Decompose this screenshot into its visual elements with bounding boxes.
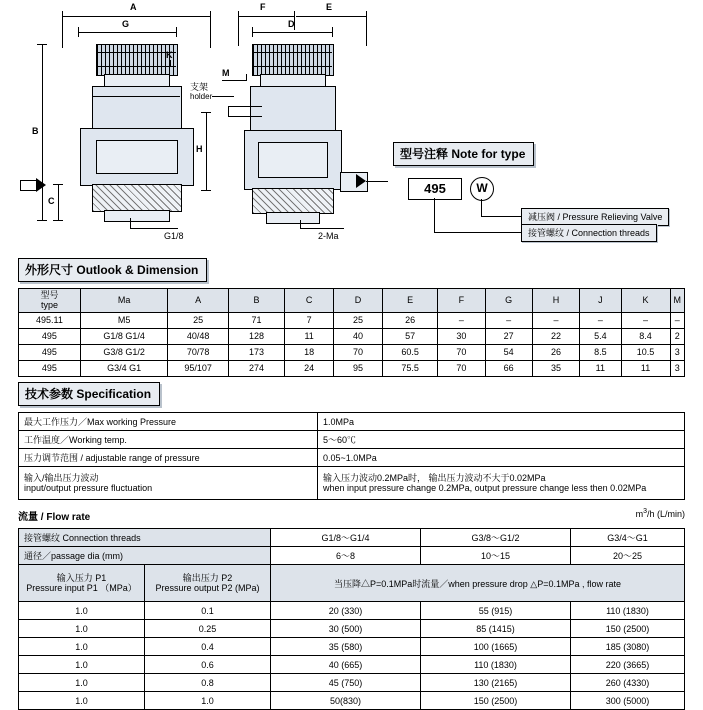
spec-value-pressure-fluctuation: [318, 467, 685, 500]
cell-flow-3: 300 (5000): [571, 692, 685, 710]
dim-line-a: [62, 16, 210, 17]
col-header-ma: Ma: [80, 289, 168, 313]
leader-k-tick: [170, 60, 171, 67]
leader-g18: [130, 228, 178, 229]
table-row: [19, 674, 685, 692]
note-leader-2-v: [434, 198, 435, 232]
specification-table: [18, 412, 685, 500]
ext-line-f-left: [238, 16, 239, 46]
table-row: [19, 547, 685, 565]
outlook-section-title: [18, 258, 207, 282]
flow-threads-col2: G3/8～G1/2: [421, 529, 571, 547]
bottom-boss-right: [266, 212, 320, 224]
adjust-knob-right: [252, 44, 334, 76]
cell: 128: [228, 328, 284, 344]
cell-flow-2: 110 (1830): [421, 656, 571, 674]
cell: 57: [382, 328, 437, 344]
drop-header-en: when pressure drop △P=0.1MPa , flow rate: [448, 578, 622, 589]
ext-line-e-right: [366, 16, 367, 46]
callout-k: K: [166, 50, 173, 60]
cell: 26: [382, 312, 437, 328]
cell-flow-2: 130 (2165): [421, 674, 571, 692]
col-header-m: M: [670, 289, 685, 313]
flow-unit-exponent: 3: [643, 508, 647, 515]
cell-flow-3: 220 (3665): [571, 656, 685, 674]
cell: 495: [19, 344, 81, 360]
flow-threads-col3: G3/4～G1: [571, 529, 685, 547]
dim-tick-h-top: [201, 112, 211, 113]
cell: 70: [438, 360, 485, 376]
dim-tick-c-bottom: [53, 220, 63, 221]
cell-flow-2: 150 (2500): [421, 692, 571, 710]
cell-p2: 0.25: [145, 620, 271, 638]
cell: 11: [580, 360, 621, 376]
valve-body-inner: [96, 140, 178, 174]
specification-section-title: [18, 382, 160, 406]
type-suffix-circle: W: [470, 177, 494, 201]
cell: 26: [532, 344, 579, 360]
input-header-cn: 输入压力 P1: [56, 572, 107, 583]
cell: G3/8 G1/2: [80, 344, 168, 360]
cell-p1: 1.0: [19, 692, 145, 710]
col-header-type: [19, 289, 81, 313]
cell: 95/107: [168, 360, 228, 376]
cell: 8.5: [580, 344, 621, 360]
cell: 495: [19, 360, 81, 376]
cell: 24: [285, 360, 334, 376]
table-row: [19, 692, 685, 710]
flow-rate-table: [18, 528, 685, 710]
cell: 25: [334, 312, 383, 328]
adjust-knob: [96, 44, 178, 76]
dim-label-c: C: [48, 196, 55, 206]
cell: 66: [485, 360, 532, 376]
cell-flow-1: 35 (580): [271, 638, 421, 656]
spec-label-adjustable-range: 压力调节范围 / adjustable range of pressure: [19, 449, 318, 467]
note-title-cn: 型号注释: [400, 147, 449, 161]
note-leader-1-v: [481, 199, 482, 216]
threads-label-en: Connection threads: [62, 533, 141, 543]
col-header-c: C: [285, 289, 334, 313]
bonnet-left-view: [92, 86, 182, 130]
cell: 7: [285, 312, 334, 328]
cell: 75.5: [382, 360, 437, 376]
cell-p2: 0.6: [145, 656, 271, 674]
leader-m-tick: [246, 74, 247, 81]
table-row: [19, 656, 685, 674]
ext-line-f-right: [294, 16, 295, 30]
table-row: [19, 360, 685, 376]
leader-m: [222, 80, 246, 81]
cell-p1: 1.0: [19, 602, 145, 620]
cell-flow-1: 20 (330): [271, 602, 421, 620]
table-row: [19, 529, 685, 547]
cell: G3/4 G1: [80, 360, 168, 376]
cell: 70: [334, 344, 383, 360]
col-header-k: K: [621, 289, 670, 313]
cell-p1: 1.0: [19, 620, 145, 638]
valve-body-right-inner: [258, 142, 328, 178]
note-leader-2-h: [434, 232, 521, 233]
cell: –: [621, 312, 670, 328]
cell: 70: [438, 344, 485, 360]
output-header-cn: 输出压力 P2: [182, 572, 233, 583]
table-row: [19, 413, 685, 431]
cell: 60.5: [382, 344, 437, 360]
cell: 11: [285, 328, 334, 344]
cell-p2: 0.8: [145, 674, 271, 692]
flow-header-pressure-drop: [271, 565, 685, 602]
cell: 3: [670, 344, 685, 360]
outlook-title-en: Outlook & Dimension: [76, 263, 199, 277]
dim-tick-g-right: [176, 27, 177, 37]
table-row: [19, 449, 685, 467]
cell-flow-2: 85 (1415): [421, 620, 571, 638]
cell-flow-1: 40 (665): [271, 656, 421, 674]
col-header-g: G: [485, 289, 532, 313]
bonnet-right-view: [250, 86, 336, 132]
cell: 18: [285, 344, 334, 360]
col-header-type-cn: 型号: [40, 290, 59, 300]
cell: 27: [485, 328, 532, 344]
dim-line-d: [252, 32, 332, 33]
cell-flow-2: 100 (1665): [421, 638, 571, 656]
dim-tick-d-left: [252, 27, 253, 37]
dim-tick-h-bottom: [201, 190, 211, 191]
spec-label-max-working-pressure: 最大工作压力／Max working Pressure: [19, 413, 318, 431]
dim-tick-c-top: [53, 184, 63, 185]
ext-line-a-right: [210, 16, 211, 48]
output-header-en: Pressure output P2 (MPa): [155, 583, 260, 593]
cell: –: [485, 312, 532, 328]
flow-passage-col3: 20～25: [571, 547, 685, 565]
dim-line-f: [238, 16, 294, 17]
cell: 95: [334, 360, 383, 376]
knob-right-line-1: [252, 52, 332, 53]
cell: 30: [438, 328, 485, 344]
flow-arrow-back: [20, 180, 21, 191]
cell: 495: [19, 328, 81, 344]
table-row: [19, 431, 685, 449]
ext-line-a-left: [62, 16, 63, 48]
leader-g18-tick: [130, 218, 131, 229]
lower-chamber: [92, 184, 182, 212]
flow-unit-rest: /h (L/min): [646, 509, 685, 519]
col-header-d: D: [334, 289, 383, 313]
spec-title-en: Specification: [76, 387, 152, 401]
dim-label-d: D: [288, 19, 295, 29]
cell: 35: [532, 360, 579, 376]
flow-passage-col2: 10～15: [421, 547, 571, 565]
cell: –: [580, 312, 621, 328]
cell-p1: 1.0: [19, 674, 145, 692]
cell: 173: [228, 344, 284, 360]
table-row: [19, 602, 685, 620]
flow-title-en: Flow rate: [46, 512, 91, 523]
spec-label-fluctuation-en: input/output pressure fluctuation: [24, 483, 153, 493]
bonnet-line-1: [92, 96, 180, 97]
table-row: [19, 638, 685, 656]
note-leader-1-h: [481, 216, 521, 217]
cell-flow-3: 150 (2500): [571, 620, 685, 638]
table-row: [19, 565, 685, 602]
spec-label-fluctuation-cn: 输入/输出压力波动: [24, 472, 99, 483]
spec-value-max-working-pressure: 1.0MPa: [318, 413, 685, 431]
col-header-e: E: [382, 289, 437, 313]
note-item-pressure-relieving-valve: 减压阀 / Pressure Relieving Valve: [521, 208, 669, 226]
col-header-j: J: [580, 289, 621, 313]
side-port-axis: [366, 181, 388, 182]
cell-p1: 1.0: [19, 656, 145, 674]
note-title-en: Note for type: [451, 147, 526, 161]
cell: M5: [80, 312, 168, 328]
cell: 25: [168, 312, 228, 328]
leader-holder: [212, 96, 234, 97]
bottom-port-boss: [104, 210, 170, 222]
dim-label-f: F: [260, 2, 266, 12]
dim-label-a: A: [130, 2, 137, 12]
cell-p1: 1.0: [19, 638, 145, 656]
cell-flow-1: 50(830): [271, 692, 421, 710]
flow-rate-unit: [636, 508, 685, 519]
col-header-h: H: [532, 289, 579, 313]
dimension-table: [18, 288, 685, 377]
spec-title-cn: 技术参数: [25, 387, 74, 401]
flow-threads-col1: G1/8～G1/4: [271, 529, 421, 547]
spec-value-fluctuation-en: when input pressure change 0.2MPa, output pressure change less then 0.02MPa: [323, 483, 647, 493]
knob-line-1: [96, 52, 176, 53]
cell-flow-2: 55 (915): [421, 602, 571, 620]
dim-tick-d-right: [332, 27, 333, 37]
cell: 8.4: [621, 328, 670, 344]
side-port-arrow: [356, 174, 366, 188]
callout-g18: G1/8: [164, 231, 184, 241]
cell-flow-1: 30 (500): [271, 620, 421, 638]
holder-plate-left: [228, 106, 229, 117]
flow-row-label-threads: [19, 529, 271, 547]
cell-p2: 1.0: [145, 692, 271, 710]
flow-arrow-stem-bottom: [20, 190, 36, 191]
technical-drawing: [0, 0, 703, 255]
dim-tick-b-top: [37, 44, 47, 45]
type-code-box: 495: [408, 178, 462, 200]
flow-header-input-pressure: [19, 565, 145, 602]
cell: 11: [621, 360, 670, 376]
dim-tick-g-left: [78, 27, 79, 37]
cell: 274: [228, 360, 284, 376]
cell: –: [438, 312, 485, 328]
table-row: [19, 328, 685, 344]
flow-arrow-stem-top: [20, 180, 36, 181]
cell-flow-3: 260 (4330): [571, 674, 685, 692]
cell: 3: [670, 360, 685, 376]
spec-value-working-temp: 5～60℃: [318, 431, 685, 449]
cell: –: [532, 312, 579, 328]
lower-chamber-right: [252, 188, 334, 214]
flow-passage-col1: 6～8: [271, 547, 421, 565]
cell: 70/78: [168, 344, 228, 360]
spec-value-fluctuation-cn: 输入压力波动0.2MPa时， 输出压力波动不大于0.02MPa: [323, 472, 546, 483]
leader-2ma-tick: [300, 220, 301, 229]
input-header-en: Pressure input P1 （MPa）: [26, 583, 137, 593]
outlook-title-cn: 外形尺寸: [25, 263, 74, 277]
dim-label-e: E: [326, 2, 333, 12]
dim-label-b: B: [32, 126, 39, 136]
flow-unit-prefix: m: [635, 509, 644, 519]
cell: 2: [670, 328, 685, 344]
spec-label-pressure-fluctuation: [19, 467, 318, 500]
cell-p2: 0.4: [145, 638, 271, 656]
callout-holder-en: holder: [190, 92, 213, 101]
table-row: [19, 467, 685, 500]
cell: 54: [485, 344, 532, 360]
callout-holder-cn: 支架: [190, 82, 209, 92]
col-header-f: F: [438, 289, 485, 313]
flow-title-sep: /: [40, 512, 44, 523]
table-row: [19, 344, 685, 360]
dim-line-e: [296, 16, 366, 17]
leader-k: [118, 66, 170, 67]
note-item-connection-threads: 接管螺纹 / Connection threads: [521, 224, 657, 242]
callout-m: M: [222, 68, 230, 78]
flow-header-output-pressure: [145, 565, 271, 602]
col-header-b: B: [228, 289, 284, 313]
col-header-type-en: type: [40, 300, 58, 311]
cell-p2: 0.1: [145, 602, 271, 620]
callout-2ma: 2-Ma: [318, 231, 339, 241]
table-row: [19, 620, 685, 638]
cell: 71: [228, 312, 284, 328]
cell-flow-1: 45 (750): [271, 674, 421, 692]
cell: 5.4: [580, 328, 621, 344]
flow-rate-heading: [18, 508, 90, 523]
col-header-a: A: [168, 289, 228, 313]
dim-line-g: [78, 32, 176, 33]
threads-label-cn: 接管螺纹: [24, 533, 61, 543]
spec-value-adjustable-range: 0.05~1.0MPa: [318, 449, 685, 467]
knob-right-line-2: [252, 66, 332, 67]
flow-arrow-head: [36, 178, 46, 192]
drop-header-cn: 当压降△P=0.1MPa时流量／: [333, 578, 449, 589]
cell: 10.5: [621, 344, 670, 360]
holder-plate-bottom: [228, 116, 262, 117]
cell: 40: [334, 328, 383, 344]
holder-plate-top: [228, 106, 262, 107]
cell-flow-3: 110 (1830): [571, 602, 685, 620]
dim-label-h: H: [196, 144, 203, 154]
table-row: [19, 312, 685, 328]
dim-tick-b-bottom: [37, 220, 47, 221]
cell: –: [670, 312, 685, 328]
cell: G1/8 G1/4: [80, 328, 168, 344]
cell: 495.11: [19, 312, 81, 328]
dim-line-h: [206, 112, 207, 190]
cell-flow-3: 185 (3080): [571, 638, 685, 656]
dim-line-b: [42, 44, 43, 220]
table-header-row: [19, 289, 685, 313]
cell: 22: [532, 328, 579, 344]
cell: 40/48: [168, 328, 228, 344]
note-for-type-title: [393, 142, 534, 166]
flow-title-cn: 流量: [18, 512, 38, 523]
leader-2ma: [300, 228, 344, 229]
spec-label-working-temp: 工作温度／Working temp.: [19, 431, 318, 449]
flow-row-label-passage: 通径／passage dia (mm): [19, 547, 271, 565]
dim-label-g: G: [122, 19, 130, 29]
dim-line-c: [58, 184, 59, 220]
